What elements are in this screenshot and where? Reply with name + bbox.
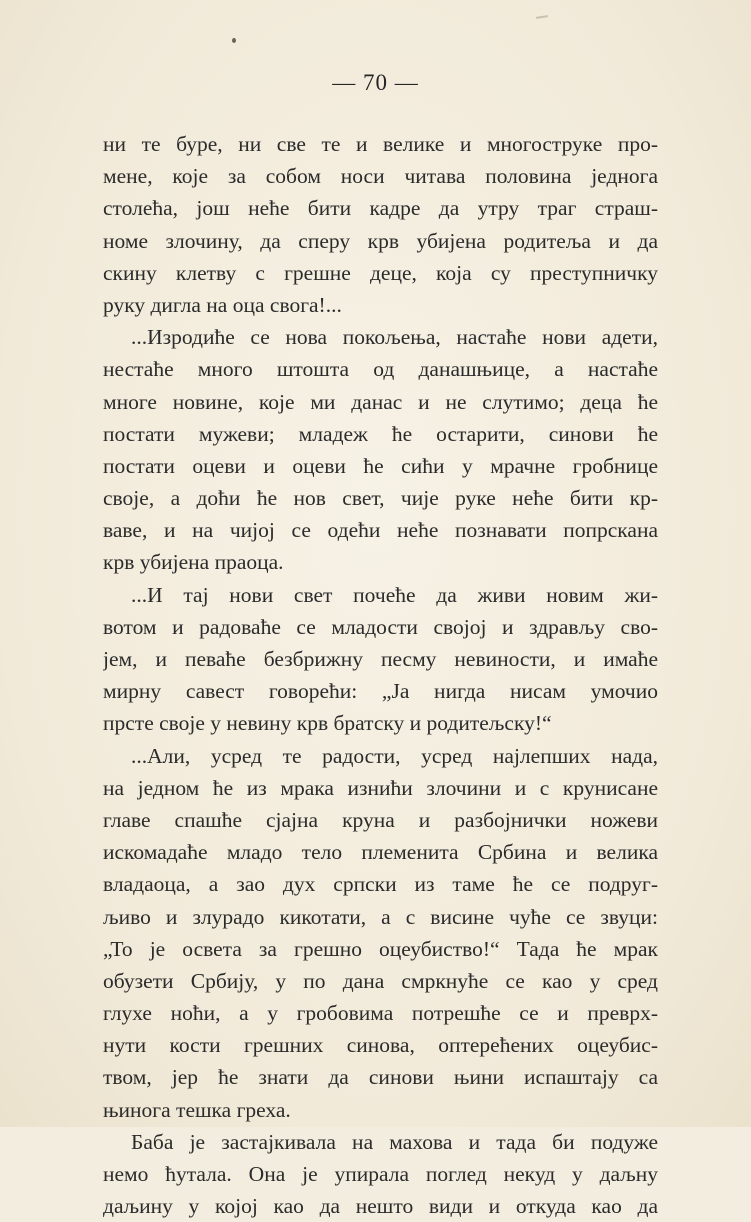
- text-line: нути кости грешних синова, оптерећених оцеубис-: [103, 1033, 658, 1058]
- text-line: ни те буре, ни све те и велике и многоструке про-: [103, 132, 658, 156]
- text-line: скину клетву с грешне деце, која су преступничку: [103, 260, 658, 285]
- text-line: ...Али, усред те радости, усред најлепших нада,: [131, 743, 658, 768]
- text-line: постати мужеви; младеж ће остарити, синови ће: [103, 421, 658, 446]
- text-line: Баба је застајкивала на махова и тада би подуже: [131, 1129, 658, 1154]
- text-line: главе спашће сјајна круна и разбојнички ножеви: [103, 807, 658, 832]
- text-line: столећа, још неће бити кадре да утру траг страш-: [103, 196, 658, 221]
- text-line: мирну савест говорећи: „Ја нигда нисам умочио: [103, 679, 658, 704]
- page-number: — 70 —: [332, 70, 419, 95]
- body-text: [103, 128, 658, 1222]
- text-line: прсте своје у невину крв братску и родитељску!“: [103, 711, 552, 736]
- text-line: љиво и злурадо кикотати, а с висине чуће се звуци:: [103, 904, 658, 929]
- text-line: руку дигла на оца свога!...: [103, 292, 342, 317]
- text-line: глухе ноћи, а у гробовима потрешће се и преврх-: [103, 1001, 658, 1026]
- text-line: мене, које за собом носи читава половина једнога: [103, 164, 658, 189]
- text-line: номе злочину, да сперу крв убијена родитеља и да: [103, 228, 658, 253]
- text-line: многе новине, које ми данас и не слутимо; деца ће: [103, 389, 658, 414]
- paper-mark: [536, 15, 548, 19]
- text-line: твом, јер ће знати да синови њини испаштају са: [103, 1065, 658, 1090]
- text-line: своје, а доћи ће нов свет, чије руке неће бити кр-: [103, 486, 658, 511]
- text-line: постати оцеви и оцеви ће сићи у мрачне гробнице: [103, 453, 658, 478]
- text-line: вотом и радоваће се младости својој и здрављу сво-: [103, 614, 658, 639]
- text-line: немо ћутала. Она је упирала поглед некуд у даљну: [103, 1162, 658, 1186]
- text-line: ваве, и на чијој се одећи неће познавати попрскана: [103, 518, 658, 543]
- text-line: даљину у којој као да нешто види и откуда као да: [103, 1194, 658, 1219]
- text-line: „То је освета за грешно оцеубиство!“ Тада ће мрак: [103, 936, 658, 961]
- text-line: нестаће много штошта од данашњице, а настаће: [103, 357, 658, 382]
- text-line: ...Изродиће се нова покољења, настаће нови адети,: [131, 325, 658, 350]
- text-line: њинога тешка греха.: [103, 1097, 291, 1122]
- text-line: владаоца, а зао дух српски из таме ће се подруг-: [103, 872, 658, 897]
- text-line: на једном ће из мрака изнићи злочини и с крунисане: [103, 775, 658, 800]
- text-line: јем, и певаће безбрижну песму невиности, и имаће: [103, 647, 658, 671]
- text-line: обузети Србију, у по дана смркнуће се као у сред: [103, 968, 658, 993]
- text-line: ...И тај нови свет почеће да живи новим жи-: [131, 582, 658, 607]
- text-line: крв убијена праоца.: [103, 550, 284, 575]
- text-line: искомадаће младо тело племенита Србина и велика: [103, 840, 658, 865]
- ink-speck: [232, 38, 236, 43]
